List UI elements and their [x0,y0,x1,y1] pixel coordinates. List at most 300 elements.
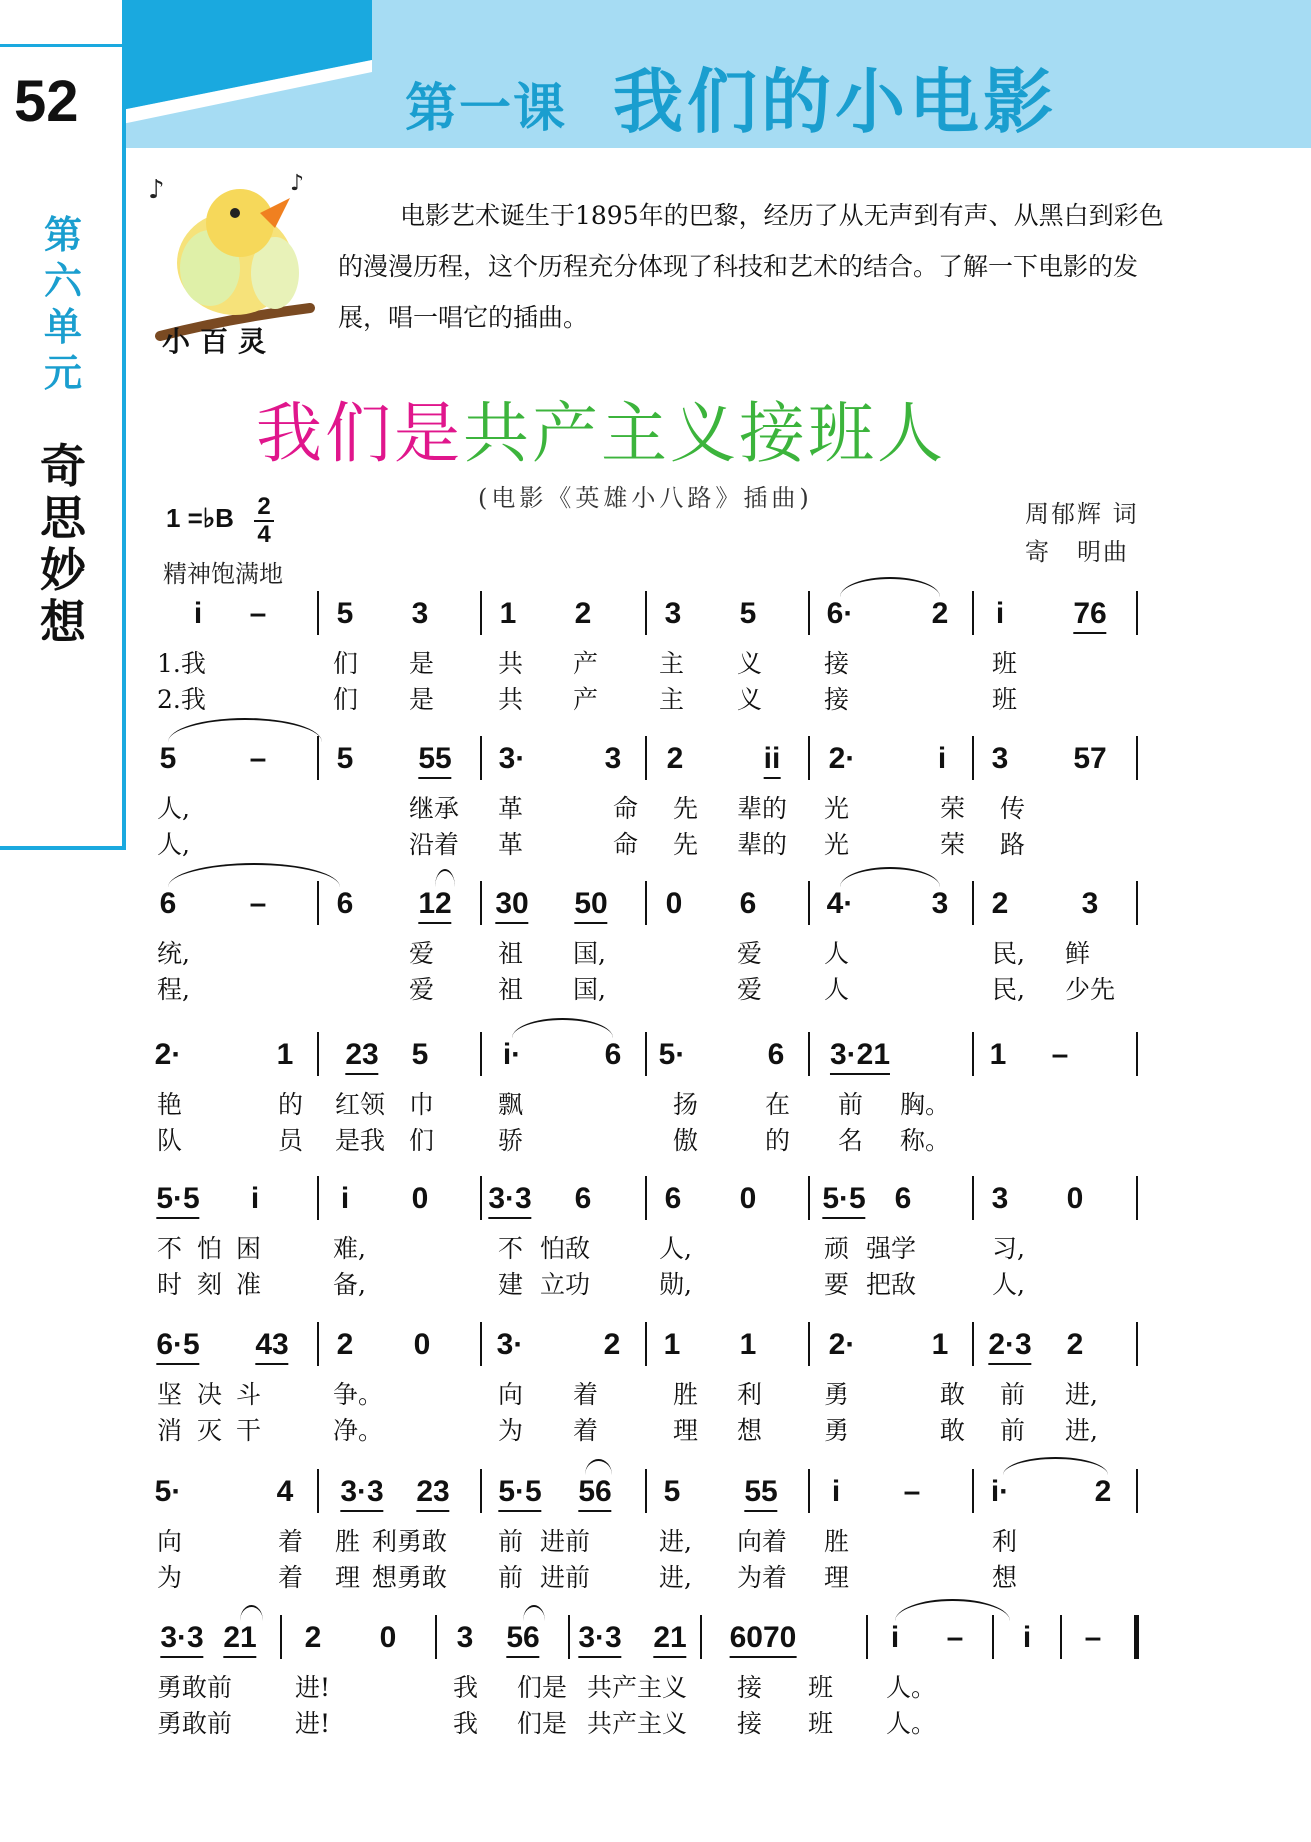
lyricist-credit: 周郁辉 词 [1025,500,1139,528]
lyric-v2: 敢 [940,1416,966,1445]
lyric-v1: 人, [157,794,190,823]
note: 6 [159,887,177,920]
lyric-v2: 进前 [540,1563,591,1592]
note: 2 [931,597,949,630]
tie-slur [168,718,322,742]
note: 23 [345,1038,378,1075]
note: 3·3 [160,1621,203,1658]
bar-line [645,881,647,925]
lyric-v1: 进! [295,1673,331,1702]
lyric-v1: 进前 [540,1527,591,1556]
lyric-v1: 接 [737,1673,763,1702]
bar-line [317,1032,319,1076]
lyric-v2: 少先 [1065,975,1116,1004]
note: 2 [1094,1475,1112,1508]
lyric-v2: 建 [498,1270,524,1299]
note: 5 [739,597,757,630]
bar-line [866,1615,868,1659]
bar-line [808,1469,810,1513]
lyric-v2: 们 [409,1126,435,1155]
lyric-v1: 前 [838,1090,864,1119]
lyric-v2: 程, [157,975,190,1004]
lyric-v1: 利 [992,1527,1018,1556]
lyric-v1: 斗 [236,1380,262,1409]
lyric-v1: 人。 [886,1673,937,1702]
bar-line [480,1469,482,1513]
lyric-v2: 理 [824,1563,850,1592]
lyric-v1: 扬 [673,1090,699,1119]
note: 12 [418,887,451,924]
lyric-v1: 怕敌 [540,1234,591,1263]
note: – [249,742,267,775]
note: 6·5 [156,1328,199,1365]
song-title-part2: 共产主义接班人 [463,395,946,472]
note: 2 [1066,1328,1084,1361]
note: 2 [574,597,592,630]
note: 6 [767,1038,785,1071]
lyric-v2: 队 [157,1126,183,1155]
bar-line [317,881,319,925]
lyric-v2: 想勇敢 [372,1563,448,1592]
lyric-v2: 光 [824,830,850,859]
bar-line [480,736,482,780]
note: 0 [411,1182,429,1215]
lyric-v1: 敢 [940,1380,966,1409]
bar-line [1136,591,1138,635]
note: 5· [154,1475,182,1508]
tempo-marking: 精神饱满地 [163,560,283,588]
lyric-v1: 鲜 [1065,939,1091,968]
note: 6 [604,1038,622,1071]
bar-line [435,1615,437,1659]
note: 5 [663,1475,681,1508]
bar-line [972,1469,974,1513]
lyric-v2: 共 [498,685,524,714]
unit-number: 第六单元 [43,213,82,395]
note: 1 [989,1038,1007,1071]
lyric-v1: 向着 [737,1527,788,1556]
lyric-v2: 民, [992,975,1025,1004]
note: 5 [336,742,354,775]
lyric-v1: 人 [824,939,850,968]
lyric-v1: 1.我 [157,649,206,678]
lyric-v2: 勇敢前 [157,1709,233,1738]
bar-line [1136,1322,1138,1366]
bar-line [317,591,319,635]
lyric-v1: 前 [498,1527,524,1556]
bar-line [317,1176,319,1220]
note: i [250,1182,260,1215]
note: 2 [603,1328,621,1361]
note: i· [990,1475,1010,1508]
lyric-v1: 继承 [409,794,460,823]
lyric-v1: 民, [992,939,1025,968]
lyric-v2: 2.我 [157,685,206,714]
lyric-v2: 革 [498,830,524,859]
lyric-v1: 先 [673,794,699,823]
bar-line [645,591,647,635]
note: 1 [663,1328,681,1361]
lyric-v2: 辈的 [737,830,788,859]
lyric-v2: 我 [453,1709,479,1738]
lyric-v2: 为 [498,1416,524,1445]
svg-text:♪: ♪ [290,171,305,196]
note: 6 [336,887,354,920]
lyric-v1: 人, [659,1234,692,1263]
lyric-v2: 们是 [517,1709,568,1738]
bar-line [972,591,974,635]
lyric-v1: 着 [573,1380,599,1409]
lyric-v2: 命 [613,830,639,859]
lyric-v1: 传 [1000,794,1026,823]
lyric-v2: 理 [673,1416,699,1445]
note: i [937,742,947,775]
bar-line [700,1615,702,1659]
bar-line [568,1615,570,1659]
note: – [903,1475,921,1508]
bar-line [808,881,810,925]
lyric-v2: 主 [659,685,685,714]
lyric-v1: 胸。 [900,1090,951,1119]
note: 0 [379,1621,397,1654]
note: i [890,1621,900,1654]
bar-line [317,1322,319,1366]
note: 5 [411,1038,429,1071]
lyric-v2: 理 [335,1563,361,1592]
note: 2 [336,1328,354,1361]
note: 3 [604,742,622,775]
lyric-v2: 备, [333,1270,366,1299]
lyric-v1: 革 [498,794,524,823]
tie-slur [512,1018,613,1038]
note: 2· [828,742,856,775]
lyric-v2: 义 [737,685,763,714]
note: – [1084,1621,1102,1654]
lyric-v1: 的 [278,1090,304,1119]
lyric-v2: 称。 [900,1126,951,1155]
bar-line [280,1615,282,1659]
note: 2 [991,887,1009,920]
note: 3 [456,1621,474,1654]
note: 3 [411,597,429,630]
note: 6 [574,1182,592,1215]
lyric-v1: 班 [808,1673,834,1702]
note: i [831,1475,841,1508]
lesson-title: 我们的小电影 [613,61,1058,143]
note: i [340,1182,350,1215]
note: 5·5 [156,1182,199,1219]
lyric-v2: 爱 [737,975,763,1004]
header-stripe [122,0,372,148]
lyric-v2: 的 [765,1126,791,1155]
bar-line [972,736,974,780]
lyric-v1: 祖 [498,939,524,968]
bar-line [480,1176,482,1220]
lyric-v2: 人, [157,830,190,859]
lyric-v2: 想 [992,1563,1018,1592]
lyric-v1: 利勇敢 [372,1527,448,1556]
note: 3·3 [340,1475,383,1512]
note: 5 [159,742,177,775]
lyric-v2: 为着 [737,1563,788,1592]
lyric-v1: 是 [409,649,435,678]
lyric-v1: 我 [453,1673,479,1702]
note: 2·3 [988,1328,1031,1365]
note: – [249,887,267,920]
tie-slur [435,869,455,887]
lyric-v2: 骄 [498,1126,524,1155]
bar-line [808,1322,810,1366]
tie-slur [840,867,940,887]
note: i· [502,1038,522,1071]
note: 4 [276,1475,294,1508]
lyric-v2: 产 [573,685,599,714]
lyric-v2: 们 [333,685,359,714]
lyric-v2: 国, [573,975,606,1004]
lyric-v2: 荣 [940,830,966,859]
bar-line [1136,1469,1138,1513]
note: 56 [578,1475,611,1512]
note: 55 [418,742,451,779]
note: 3 [1081,887,1099,920]
note: 3·3 [488,1182,531,1219]
lyric-v1: 艳 [157,1090,183,1119]
time-top: 2 [257,493,271,520]
note: 5·5 [498,1475,541,1512]
lyric-v1: 红领 [335,1090,386,1119]
note: 5· [658,1038,686,1071]
lyric-v1: 向 [157,1527,183,1556]
bar-line [645,1032,647,1076]
note: 3· [498,742,526,775]
lyric-v2: 为 [157,1563,183,1592]
composer-credit: 寄 明曲 [1025,538,1129,566]
note: 1 [931,1328,949,1361]
note: 6 [739,887,757,920]
tie-slur [840,577,940,597]
lyric-v2: 灭 [197,1416,223,1445]
note: 3 [664,597,682,630]
key-signature: 1 =♭B [166,503,234,533]
lyric-v1: 习, [992,1234,1025,1263]
note: – [249,597,267,630]
bar-line [317,1469,319,1513]
bar-line [480,1322,482,1366]
lyric-v1: 利 [737,1380,763,1409]
lyric-v2: 消 [157,1416,183,1445]
lyric-v1: 共产主义 [587,1673,688,1702]
badge-label: 小百灵 [162,325,277,358]
lyric-v2: 进! [295,1709,331,1738]
lyric-v1: 胜 [824,1527,850,1556]
lyric-v1: 顽 [824,1234,850,1263]
note: – [1051,1038,1069,1071]
note: 4· [826,887,854,920]
note: 50 [574,887,607,924]
lyric-v1: 义 [737,649,763,678]
note: 1 [739,1328,757,1361]
note: 0 [1066,1182,1084,1215]
lyric-v2: 爱 [409,975,435,1004]
lyric-v2: 班 [808,1709,834,1738]
lyric-v1: 光 [824,794,850,823]
svg-text:♪: ♪ [148,175,165,205]
lyric-v2: 刻 [197,1270,223,1299]
lyric-v1: 胜 [673,1380,699,1409]
bar-line [480,1032,482,1076]
lyric-v1: 辈的 [737,794,788,823]
bar-line [972,1176,974,1220]
lyric-v2: 立功 [540,1270,591,1299]
tie-slur [240,1605,263,1621]
lyric-v1: 困 [236,1234,262,1263]
note: 21 [653,1621,686,1658]
lyric-v2: 前 [1000,1416,1026,1445]
note: 3 [991,742,1009,775]
song-title [256,380,946,475]
note: 6· [826,597,854,630]
note: 3·21 [830,1038,890,1075]
note: 76 [1073,597,1106,634]
note: i [1022,1621,1032,1654]
lyric-v2: 勋, [659,1270,692,1299]
bar-line [645,736,647,780]
note: 21 [223,1621,256,1658]
lyric-v2: 准 [236,1270,262,1299]
lyric-v2: 着 [573,1416,599,1445]
tie-slur [523,1605,545,1621]
lyric-v2: 干 [236,1416,262,1445]
bar-line [1136,1032,1138,1076]
lyric-v2: 沿着 [409,830,460,859]
note: 0 [413,1328,431,1361]
bar-line [317,736,319,780]
tie-slur [168,863,340,887]
lyric-v1: 进, [1065,1380,1098,1409]
note: 3·3 [578,1621,621,1658]
lyric-v2: 接 [824,685,850,714]
unit-title: 奇思妙想 [40,439,86,649]
bar-line [645,1469,647,1513]
note: 2· [154,1038,182,1071]
lyric-v2: 班 [992,685,1018,714]
lyric-v2: 是我 [335,1126,386,1155]
lyric-v1: 命 [613,794,639,823]
bar-line [808,1176,810,1220]
lyric-v1: 们是 [517,1673,568,1702]
note: 3 [991,1182,1009,1215]
note: 0 [739,1182,757,1215]
note: 30 [495,887,528,924]
lyric-v1: 坚 [157,1380,183,1409]
lyric-v1: 争。 [333,1380,384,1409]
lyric-v2: 着 [278,1563,304,1592]
note: 6 [664,1182,682,1215]
lyric-v1: 飘 [498,1090,524,1119]
note: 2 [304,1621,322,1654]
lyric-v1: 勇 [824,1380,850,1409]
bar-line [480,591,482,635]
bar-line [808,1032,810,1076]
bar-line [972,1032,974,1076]
bar-line [972,1322,974,1366]
tie-slur [1003,1457,1108,1475]
lyric-v2: 祖 [498,975,524,1004]
lesson-heading [405,46,1057,147]
bar-line [1060,1615,1062,1659]
note: 1 [276,1038,294,1071]
lyric-v2: 时 [157,1270,183,1299]
bar-line [972,881,974,925]
page-number: 52 [14,69,79,134]
lyric-v1: 产 [573,649,599,678]
lyric-v1: 爱 [737,939,763,968]
lyric-v1: 爱 [409,939,435,968]
lyric-v1: 们 [333,649,359,678]
lyric-v2: 勇 [824,1416,850,1445]
lyric-v1: 荣 [940,794,966,823]
final-bar-line [1134,1615,1139,1659]
note: – [946,1621,964,1654]
note: 0 [665,887,683,920]
lyric-v2: 员 [278,1126,304,1155]
bar-line [1136,881,1138,925]
sidebar-bottom-border [0,846,126,850]
note: 56 [506,1621,539,1658]
header-divider [0,44,125,47]
lyric-v2: 进, [659,1563,692,1592]
lyric-v2: 傲 [673,1126,699,1155]
lyric-v1: 国, [573,939,606,968]
lyric-v1: 在 [765,1090,791,1119]
lyric-v1: 强学 [866,1234,917,1263]
bar-line [480,881,482,925]
note: 57 [1073,742,1107,775]
lyric-v2: 接 [737,1709,763,1738]
lyric-v2: 路 [1000,830,1026,859]
intro-paragraph: 电影艺术诞生于1895年的巴黎，经历了从无声到有声、从黑白到彩色的漫漫历程，这个历程充分体现了科技和艺术的结合。了解一下电影的发展，唱一唱它的插曲。 [338,201,1164,332]
note: i [193,597,203,630]
lyric-v1: 勇敢前 [157,1673,233,1702]
lyric-v2: 人, [992,1270,1025,1299]
lyric-v1: 向 [498,1380,524,1409]
tie-slur [585,1459,612,1475]
lyric-v2: 想 [737,1416,763,1445]
lesson-number: 第一课 [405,79,568,139]
lyric-v1: 统, [157,939,190,968]
lyric-v2: 净。 [333,1416,384,1445]
bar-line [992,1615,994,1659]
time-bottom: 4 [257,521,271,548]
lyric-v2: 前 [498,1563,524,1592]
song-title-part1: 我们是 [256,395,463,472]
lyric-v2: 要 [824,1270,850,1299]
lyric-v2: 先 [673,830,699,859]
lyric-v2: 把敌 [866,1270,917,1299]
lyric-v1: 主 [659,649,685,678]
lyric-v1: 进, [659,1527,692,1556]
lyric-v1: 班 [992,649,1018,678]
tie-slur [895,1599,1010,1621]
lyric-v1: 怕 [197,1234,223,1263]
bar-line [1136,1176,1138,1220]
lyric-v1: 着 [278,1527,304,1556]
note: 5 [336,597,354,630]
bar-line [808,736,810,780]
note: 3 [931,887,949,920]
song-subtitle: (电影《英雄小八路》插曲) [478,484,813,512]
lyric-v1: 不 [498,1234,524,1263]
